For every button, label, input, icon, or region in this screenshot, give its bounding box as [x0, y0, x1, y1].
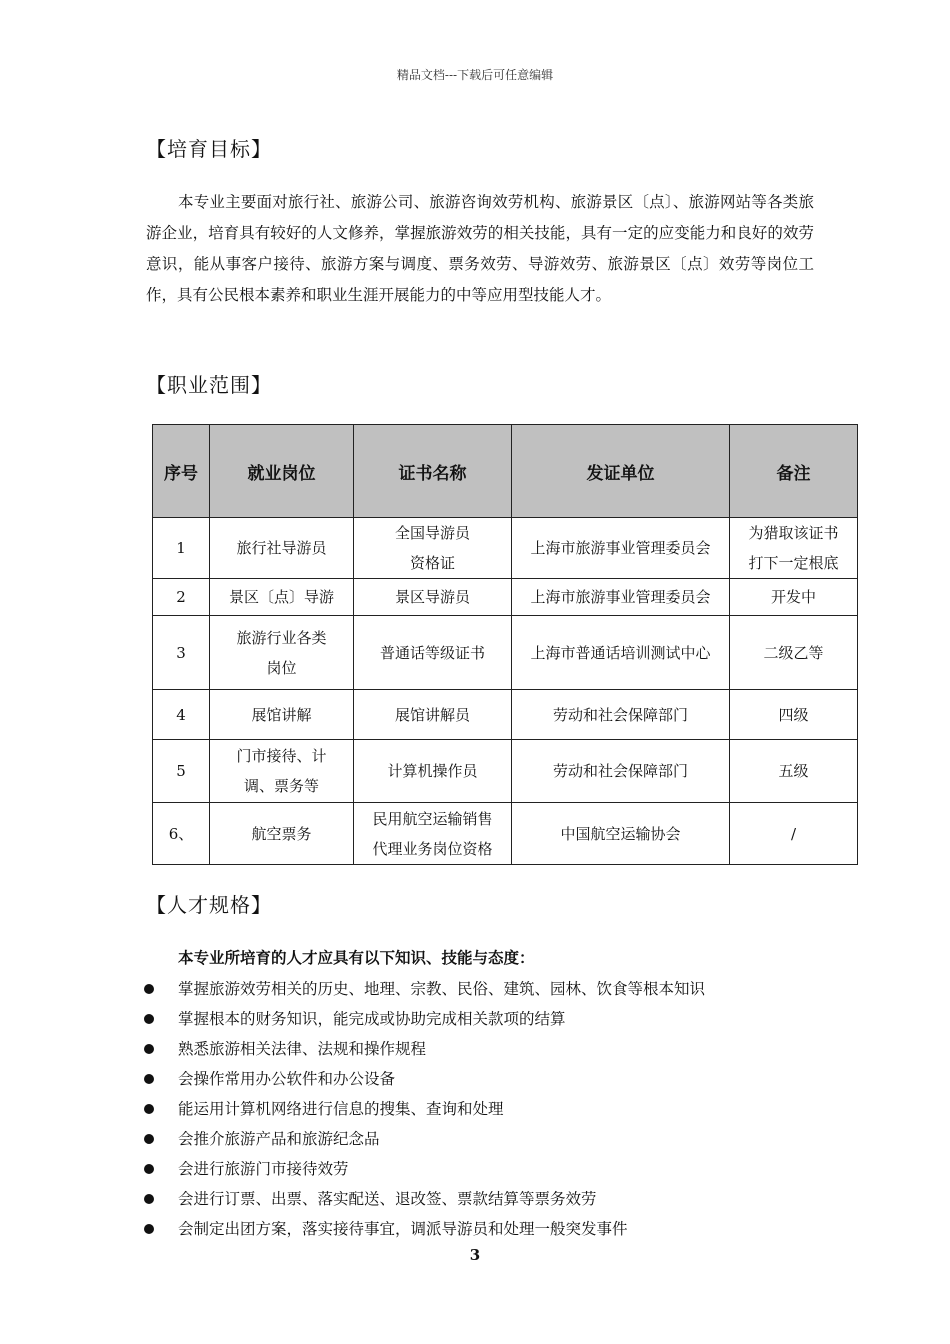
- cell-index: 5: [153, 740, 210, 803]
- cell-index: 4: [153, 690, 210, 740]
- career-table: [152, 424, 858, 865]
- goal-paragraph: 本专业主要面对旅行社、旅游公司、旅游咨询效劳机构、旅游景区〔点〕、旅游网站等各类旅游企业，培育具有较好的人文修养，掌握旅游效劳的相关技能，具有一定的应变能力和良好的效劳意识，能从事客户接待、旅游方案与调度、票务效劳、导游效劳、旅游景区〔点〕效劳等岗位工作，具有公民根本素养和职业生涯开展能力的中等应用型技能人才。: [146, 193, 814, 304]
- cell-index: 3: [153, 616, 210, 690]
- list-item: [144, 1124, 705, 1154]
- cell-remark: 二级乙等: [730, 616, 858, 690]
- cell-certificate: 计算机操作员: [354, 740, 512, 803]
- table-row: [153, 579, 858, 616]
- cell-remark: 五级: [730, 740, 858, 803]
- cell-index: 6、: [153, 803, 210, 865]
- col-header-certificate: 证书名称: [354, 425, 512, 518]
- bullet-icon: [144, 1224, 154, 1234]
- section-title-career: 【职业范围】: [146, 373, 272, 397]
- cell-issuer: 上海市旅游事业管理委员会: [512, 518, 730, 579]
- table-header-row: [153, 425, 858, 518]
- cell-certificate: 普通话等级证书: [354, 616, 512, 690]
- col-header-issuer: 发证单位: [512, 425, 730, 518]
- cell-remark: 开发中: [730, 579, 858, 616]
- list-item-text: 会操作常用办公软件和办公设备: [178, 1070, 396, 1088]
- bullet-icon: [144, 1134, 154, 1144]
- list-item-text: 会进行旅游门市接待效劳: [178, 1160, 349, 1178]
- list-item-text: 掌握根本的财务知识，能完成或协助完成相关款项的结算: [178, 1010, 566, 1028]
- cell-certificate: 展馆讲解员: [354, 690, 512, 740]
- skills-list: [144, 974, 705, 1244]
- table-row: [153, 690, 858, 740]
- section-title-goal: 【培育目标】: [146, 137, 272, 161]
- list-item: [144, 1214, 705, 1244]
- list-item: [144, 974, 705, 1004]
- cell-index: 1: [153, 518, 210, 579]
- list-item: [144, 1154, 705, 1184]
- col-header-position: 就业岗位: [210, 425, 354, 518]
- table-row: [153, 740, 858, 803]
- bullet-icon: [144, 1164, 154, 1174]
- list-item-text: 掌握旅游效劳相关的历史、地理、宗教、民俗、建筑、园林、饮食等根本知识: [178, 980, 706, 998]
- col-header-index: 序号: [153, 425, 210, 518]
- cell-issuer: 中国航空运输协会: [512, 803, 730, 865]
- table-row: [153, 616, 858, 690]
- cell-issuer: 劳动和社会保障部门: [512, 690, 730, 740]
- list-item: [144, 1064, 705, 1094]
- col-header-remark: 备注: [730, 425, 858, 518]
- bullet-icon: [144, 1074, 154, 1084]
- bullet-icon: [144, 1044, 154, 1054]
- talent-intro: 本专业所培育的人才应具有以下知识、技能与态度：: [178, 948, 535, 967]
- cell-position: 门市接待、计 调、票务等: [210, 740, 354, 803]
- section-title-talent: 【人才规格】: [146, 893, 272, 917]
- cell-remark: /: [730, 803, 858, 865]
- page-header: 精品文档---下载后可任意编辑: [396, 68, 554, 82]
- cell-remark: 四级: [730, 690, 858, 740]
- cell-position: 旅游行业各类 岗位: [210, 616, 354, 690]
- list-item: [144, 1004, 705, 1034]
- cell-position: 旅行社导游员: [210, 518, 354, 579]
- list-item-text: 会推介旅游产品和旅游纪念品: [178, 1130, 380, 1148]
- list-item: [144, 1034, 705, 1064]
- cell-position: 景区〔点〕导游: [210, 579, 354, 616]
- list-item-text: 会进行订票、出票、落实配送、退改签、票款结算等票务效劳: [178, 1190, 597, 1208]
- list-item-text: 能运用计算机网络进行信息的搜集、查询和处理: [178, 1100, 504, 1118]
- cell-certificate: 全国导游员 资格证: [354, 518, 512, 579]
- list-item: [144, 1094, 705, 1124]
- list-item: [144, 1184, 705, 1214]
- cell-issuer: 劳动和社会保障部门: [512, 740, 730, 803]
- bullet-icon: [144, 1104, 154, 1114]
- cell-position: 航空票务: [210, 803, 354, 865]
- bullet-icon: [144, 1014, 154, 1024]
- cell-remark: 为猎取该证书 打下一定根底: [730, 518, 858, 579]
- cell-position: 展馆讲解: [210, 690, 354, 740]
- cell-certificate: 民用航空运输销售 代理业务岗位资格: [354, 803, 512, 865]
- page-number: 3: [469, 1246, 481, 1264]
- cell-issuer: 上海市普通话培训测试中心: [512, 616, 730, 690]
- table-row: [153, 803, 858, 865]
- bullet-icon: [144, 1194, 154, 1204]
- list-item-text: 会制定出团方案，落实接待事宜，调派导游员和处理一般突发事件: [178, 1220, 628, 1238]
- list-item-text: 熟悉旅游相关法律、法规和操作规程: [178, 1040, 427, 1058]
- cell-certificate: 景区导游员: [354, 579, 512, 616]
- cell-issuer: 上海市旅游事业管理委员会: [512, 579, 730, 616]
- cell-index: 2: [153, 579, 210, 616]
- table-row: [153, 518, 858, 579]
- bullet-icon: [144, 984, 154, 994]
